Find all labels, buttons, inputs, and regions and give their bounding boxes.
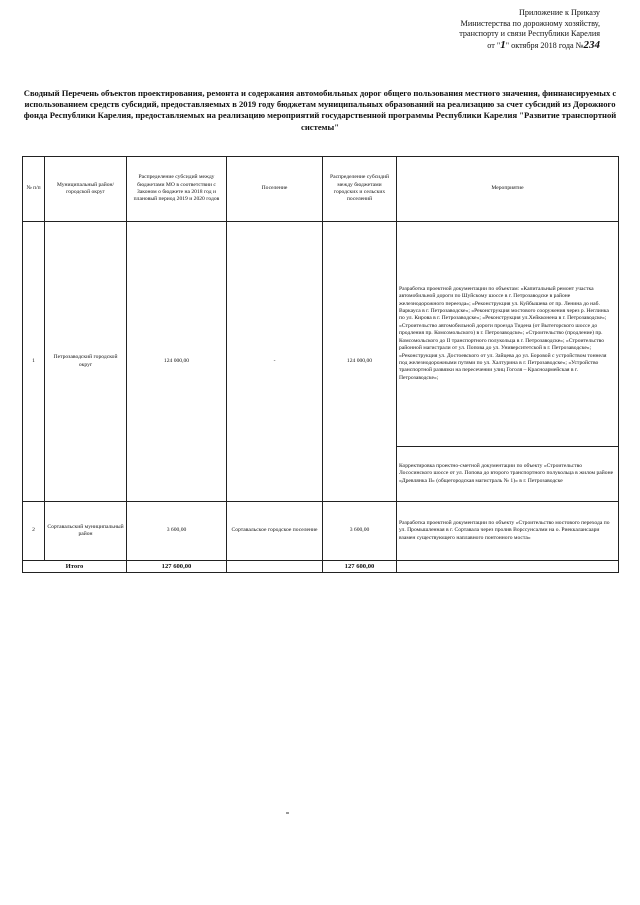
table-row <box>23 502 619 561</box>
header-num: № п/п <box>23 157 45 222</box>
total-empty-cell <box>227 561 323 573</box>
header-distribution-settlements: Распределение субсидий между бюджетами городских и сельских поселений <box>323 157 397 222</box>
header-settlement: Поселение <box>227 157 323 222</box>
appendix-line-1: Приложение к Приказу <box>518 8 600 17</box>
document-title: Сводный Перечень объектов проектирования, ремонта и содержания автомобильных дорог общего пользования местного значения, финнансируемых с использованием средств субсидий, предоставляемых в 2019 году бюджетам муниципальных образований на реализацию за счет субсидий из Дорожного фонда Республики Карелия, предоставляемых на реализацию мероприятий государственной программы Республики Карелия "Развитие транспортной системы" <box>23 88 617 132</box>
total-label: Итого <box>23 561 127 573</box>
total-empty-cell <box>397 561 619 573</box>
row-settlement: - <box>227 222 323 502</box>
date-suffix: " октября 2018 года № <box>505 40 584 50</box>
header-district: Муниципальный район/городской округ <box>45 157 127 222</box>
total-amount-settlement: 127 600,00 <box>323 561 397 573</box>
appendix-line-2: Министерства по дорожному хозяйству, <box>460 18 600 28</box>
appendix-line-3: транспорту и связи Республики Карелия <box>459 29 600 39</box>
row-amount-mo: 124 000,00 <box>127 222 227 502</box>
appendix-header <box>400 8 600 51</box>
row-amount-settlement: 124 000,00 <box>323 222 397 502</box>
date-prefix: от " <box>487 40 501 50</box>
row-settlement: Сортавальское городское поселение <box>227 502 323 561</box>
row-district: Петрозаводский городской округ <box>45 222 127 502</box>
row-district: Сортавальский муниципальный район <box>45 502 127 561</box>
appendix-date-line <box>400 40 600 52</box>
table-row <box>23 222 619 447</box>
row-num: 2 <box>23 502 45 561</box>
header-measure: Мероприятие <box>397 157 619 222</box>
row-amount-settlement: 3 600,00 <box>323 502 397 561</box>
total-amount-mo: 127 600,00 <box>127 561 227 573</box>
order-number: 234 <box>583 38 600 51</box>
row-measure: Разработка проектной документации по объекту «Строительство мостового перехода по ул. Промышленная в г. Сортавала через пролив Ворссунсалми на о. Риеккалансаари взамен существующего наплавного понтонного моста» <box>397 502 619 561</box>
row-num: 1 <box>23 222 45 502</box>
date-day: 1 <box>500 38 506 51</box>
scan-mark <box>286 812 289 814</box>
objects-table <box>22 156 619 573</box>
row-measure: Разработка проектной документации по объектам: «Капитальный ремонт участка автомобильной дороги по Шуйскому шоссе в г. Петрозаводске в районе железнодорожного переезда»; «Реконструкция ул. Куйбышева от пр. Ленина до наб. Варкауса в г. Петрозаводске»; «Реконструкция мостового сооружения через р. Неглинка по ул. Кирова в г. Петрозаводске»; «Реконструкция ул.Хейкконена в г. Петрозаводске»; «Строительство автомобильной дороги проезда Тидена (от Вытегорского шоссе до продления пр. Комсомольского) в г. Петрозаводске»; «Строительство (продление) пр. Комсомольского до II транспортного полукольца в г. Петрозаводске»; «Строительство районной магистрали от ул. Попова до ул. Университетской в г. Петрозаводске»; «Реконструкция ул. Достоевского от ул. Зайцева до ул. Боровой с устройством тоннеля под железнодорожными путями по ул. Халтурина в г. Петрозаводске»; «Устройство транспортной развязки на пересечении улиц Гоголя – Красноармейская в г. Петрозаводске»; <box>397 222 619 447</box>
total-row <box>23 561 619 573</box>
header-distribution-mo: Распределение субсидий между бюджетами МО в соответствии с Законом о бюджете на 2018 год и плановый период 2019 и 2020 годов <box>127 157 227 222</box>
row-measure: Корректировка проектно-сметной документации по объекту «Строительство Лососинского шоссе от ул. Попова до второго транспортного полукольца в жилом районе «Древлянка II» (общегородская магистраль № 1)» в г. Петрозаводске <box>397 447 619 502</box>
row-amount-mo: 3 600,00 <box>127 502 227 561</box>
table-header-row <box>23 157 619 222</box>
